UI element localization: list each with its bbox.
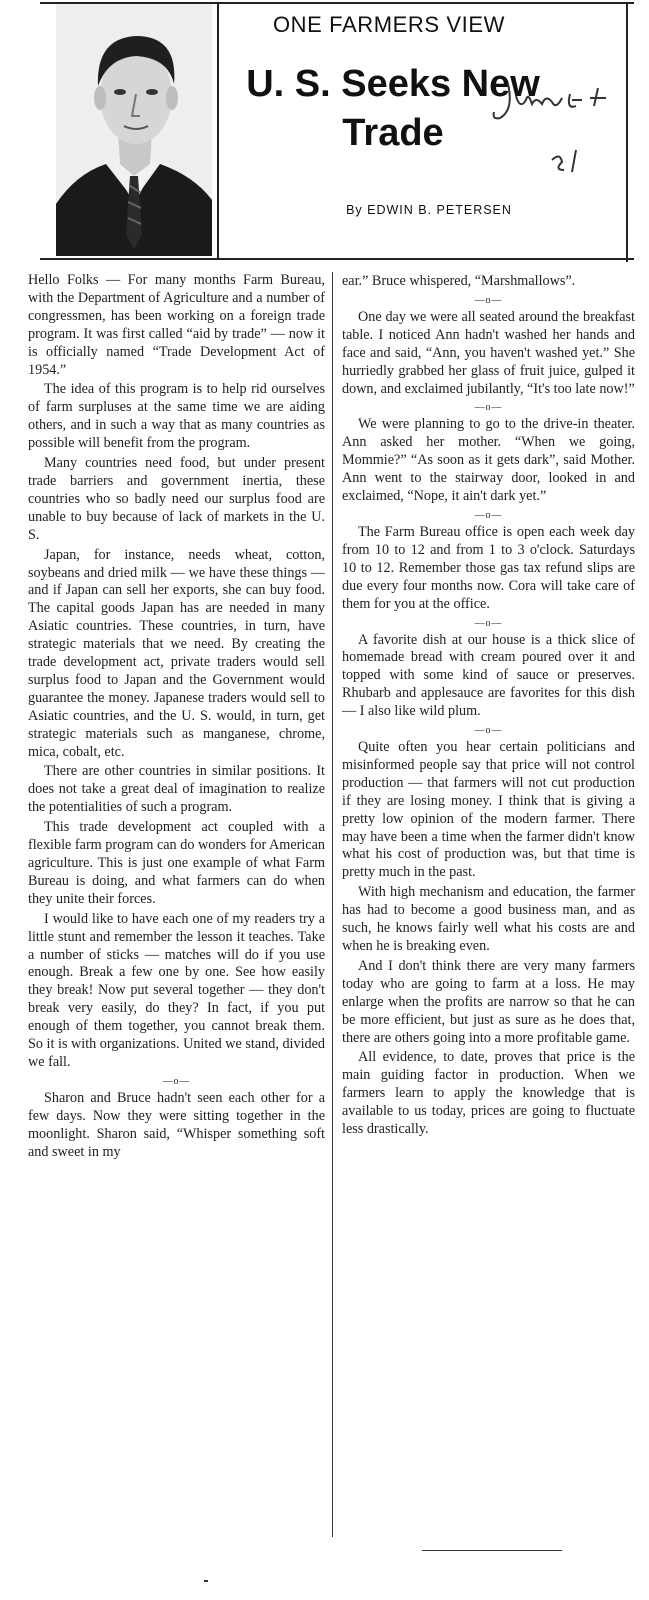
section-separator: —o— <box>474 617 503 629</box>
paragraph: The idea of this program is to help rid ourselves of farm surpluses at the same time we are aiding others, and in such a way that as many countries as possible will benefit from the program. <box>28 381 325 452</box>
paragraph: Sharon and Bruce hadn't seen each other for a few days. Now they were sitting together in the moonlight. Sharon said, “Whisper something soft and sweet in my <box>28 1089 325 1160</box>
paragraph: I would like to have each one of my readers try a little stunt and remember the lesson it teaches. Take a number of sticks — matches will do if you use enough. Break a few one by one. See how easily they break! Now put several together — they don't break very easily, do they? In fact, if you put enough of them together, you cannot break them. So it is with organizations. United we stand, divided we fall. <box>28 910 325 1070</box>
paragraph: Quite often you hear certain politicians and misinformed people say that price will not control production — that farmers will not cut production if they are losing money. I think that is giving a pretty low opinion of the modern farmer. There may have been a time when the farmer didn't know what his cost of production was, but that time is pretty much in the past. <box>342 739 635 881</box>
section-separator: —o— <box>474 402 503 414</box>
article-column-left <box>28 272 325 1164</box>
paragraph-continued: ear.” Bruce whispered, “Marshmallows”. <box>342 273 576 289</box>
header-bottom-rule <box>40 258 634 260</box>
portrait-divider <box>217 4 219 258</box>
paragraph: One day we were all seated around the breakfast table. I noticed Ann hadn't washed her hands and face and said, “Ann, you haven't washed yet.” She hurriedly grabbed her glass of fruit juice, gulped it down, and exclaimed jubilantly, “It's too late now!” <box>342 308 635 397</box>
article-end-rule <box>422 1550 562 1551</box>
section-separator: —o— <box>474 294 503 306</box>
column-divider <box>332 272 333 1537</box>
newspaper-clipping <box>12 0 634 1582</box>
section-separator: —o— <box>474 509 503 521</box>
paragraph: Japan, for instance, needs wheat, cotton, soybeans and dried milk — we have these things — and if Japan can sell her exports, she can buy food. The capital goods Japan has are needed in many Asiatic countries. These countries, in turn, have strategic materials that we need. By creating the trade development act, private traders would sell surplus food to Japan and the Government would guarantee the money. Japanese traders would sell to Asiatic countries, and the U. S. would, in turn, get strategic materials such as manganese, chrome, mica, cobalt, etc. <box>28 546 325 760</box>
paragraph: And I don't think there are very many farmers today who are going to farm at a loss. He may enlarge when the profits are narrow so that he can be more efficient, but just as sure as he does that, there are others going into a more profitable game. <box>342 957 635 1046</box>
paragraph: All evidence, to date, proves that price is the main guiding factor in production. When we farmers learn to apply the knowledge that is available to us today, prices are going to fluctuate less drastically. <box>342 1049 635 1138</box>
paragraph-intro: Hello Folks — For many months Farm Bureau, with the Department of Agriculture and a number of congressmen, has been working on a foreign trade program. It was first called “aid by trade” — now it is officially named “Trade Development Act of 1954.” <box>28 272 325 378</box>
article-column-right <box>342 273 635 1141</box>
handwritten-date-annotation <box>490 70 630 180</box>
headline: U. S. Seeks New Trade <box>246 63 540 154</box>
section-separator: —o— <box>474 725 503 737</box>
byline: By EDWIN B. PETERSEN <box>346 203 512 217</box>
paragraph: There are other countries in similar positions. It does not take a great deal of imagination to realize the potentialities of such a program. <box>28 763 325 816</box>
paragraph: With high mechanism and education, the farmer has had to become a good business man, and as such, he knows fairly well what his costs are and when he is breaking even. <box>342 884 635 954</box>
author-portrait <box>56 4 212 256</box>
paragraph: Many countries need food, but under present trade barriers and government inertia, these countries who so badly need our surplus food are unable to buy because of lack of markets in the U. S. <box>28 455 325 543</box>
paragraph: A favorite dish at our house is a thick slice of homemade bread with cream poured over it and topped with some kind of sauce or preserves. Rhubarb and applesauce are favorites for this dish — I also like wild plum. <box>342 631 635 720</box>
section-separator: —o— <box>162 1075 191 1087</box>
column-name: ONE FARMERS VIEW <box>272 12 506 37</box>
paragraph: This trade development act coupled with a flexible farm program can do wonders for American agriculture. This is just one example of what Farm Bureau is doing, and what farmers can do when they unite their forces. <box>28 819 325 907</box>
page-mark <box>204 1580 208 1582</box>
column-header <box>12 0 634 262</box>
paragraph: The Farm Bureau office is open each week day from 10 to 12 and from 1 to 3 o'clock. Saturdays 10 to 12. Remember those gas tax refund slips are due every four months now. Cora will take care of them for you at the office. <box>342 523 635 612</box>
paragraph: We were planning to go to the drive-in theater. Ann asked her mother. “When we going, Mommie?” “As soon as it gets dark”, said Mother. Ann went to the stairway door, looked in and exclaimed, “Nope, it ain't dark yet.” <box>342 416 635 505</box>
